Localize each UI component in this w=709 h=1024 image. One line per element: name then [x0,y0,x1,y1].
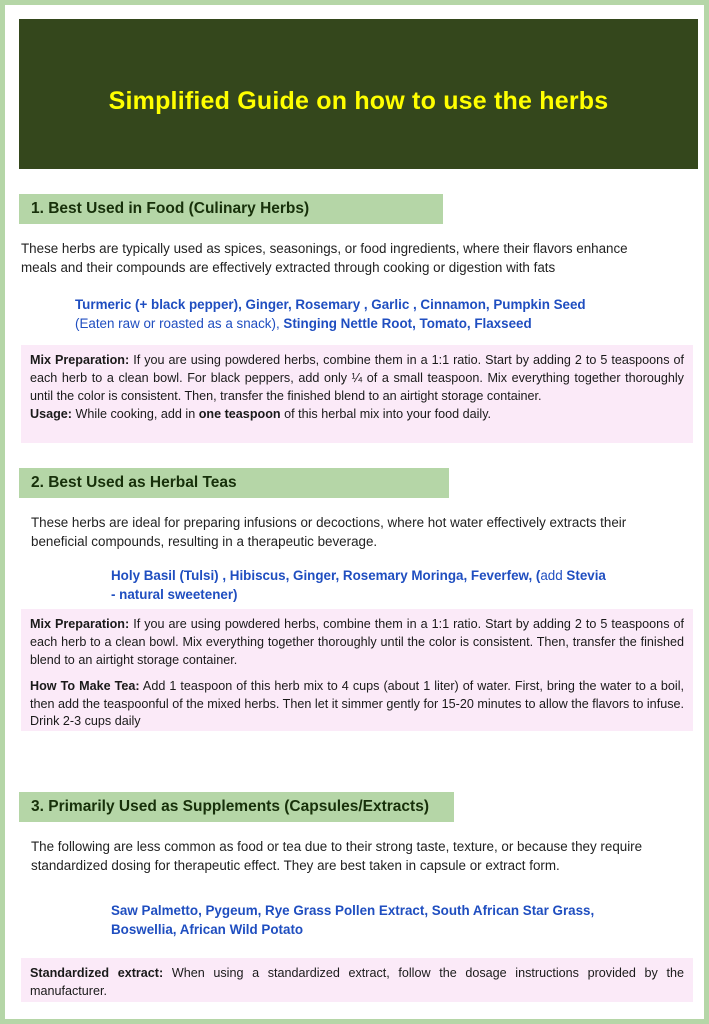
section-1-herbs-line2-note: (Eaten raw or roasted as a snack), [75,316,284,332]
section-2-intro: These herbs are ideal for preparing infusions or decoctions, where hot water effectively extracts their beneficial compounds, resulting in a therapeutic beverage. [31,515,627,549]
label-mix-preparation-1: Mix Preparation: [30,353,130,367]
section-2-herbs-stevia: Stevia [566,568,606,583]
section-2-tea-text: Add 1 teaspoon of this herb mix to 4 cups (about 1 liter) of water. First, bring the water to a boil, then add the teaspoonful of the mixed herbs. Then let it simmer gently for 15-20 minutes to allow the flavors to infuse. Drink 2-3 cups daily [30,678,684,729]
section-2-herbs-add: add [540,568,567,583]
section-3-standardized-text: When using a standardized extract, follow the dosage instructions provided by the manufacturer. [30,966,684,998]
section-1-mix-text-tail: . Mix everything together thoroughly until the color is consistent. Then, transfer the finished blend to an airtight storage container. [30,370,684,403]
label-usage-1: Usage: [30,406,72,421]
label-mix-preparation-2: Mix Preparation: [30,617,130,631]
section-2-how-to-make-tea [30,678,684,732]
section-1-mix-preparation [30,352,684,406]
section-2-mix-preparation [30,616,684,670]
section-heading-3: 3. Primarily Used as Supplements (Capsules/Extracts) [19,792,454,822]
page-title: Simplified Guide on how to use the herbs [108,87,609,115]
section-3-herbs-line2: Boswellia, African Wild Potato [111,922,304,938]
label-standardized-extract: Standardized extract: [30,966,164,980]
section-1-usage-pre: While cooking, add in [72,406,199,421]
section-3-herbs [111,901,671,939]
section-1-usage-bold: one teaspoon [198,406,281,421]
section-3-standardized-extract [30,965,684,1001]
section-heading-1: 1. Best Used in Food (Culinary Herbs) [19,194,443,224]
section-3-standardized-box [21,958,693,1002]
label-how-to-make-tea: How To Make Tea: [30,678,140,693]
page-inner [13,13,696,1011]
section-1-herbs-line2: Stinging Nettle Root, Tomato, Flaxseed [283,316,532,332]
section-2-mix-text: If you are using powdered herbs, combine them in a 1:1 ratio. Start by adding 2 to 5 teaspoons of each herb to a clean bowl. Mix everything together thoroughly until the color is consistent. Then, transfer the finished blend to an airtight storage container. [30,617,684,667]
section-2-herbs [111,566,671,604]
section-2-mix-box [21,609,693,731]
box-spacer [30,670,684,678]
section-1-mix-box [21,345,693,443]
section-1-intro: These herbs are typically used as spices, seasonings, or food ingredients, where their flavors enhance meals and their compounds are effectively extracted through cooking or digestion with fats [21,241,628,275]
section-heading-2: 2. Best Used as Herbal Teas [19,468,449,498]
section-2-herbs-line2: - natural sweetener) [111,587,238,603]
section-1-herbs-line1: Turmeric (+ black pepper), Ginger, Rosemary , Garlic , Cinnamon, Pumpkin Seed [75,297,586,312]
section-3-intro: The following are less common as food or tea due to their strong taste, texture, or because they require standardized dosing for therapeutic effect. They are best taken in capsule or extract form. [31,839,643,873]
title-banner [19,19,698,169]
section-1-mix-text: If you are using powdered herbs, combine them in a 1:1 ratio. Start by adding 2 to 5 teaspoons of each herb to a clean bowl. For black peppers, add only ¼ of a small teaspoon [30,353,684,385]
section-1-herbs [75,295,675,333]
section-1-usage [30,406,684,424]
section-2-herbs-line1: Holy Basil (Tulsi) , Hibiscus, Ginger, Rosemary Moringa, Feverfew, ( [111,568,541,583]
section-1-usage-post: of this herbal mix into your food daily. [280,406,492,421]
section-3-herbs-line1: Saw Palmetto, Pygeum, Rye Grass Pollen Extract, South African Star Grass, [111,903,595,918]
